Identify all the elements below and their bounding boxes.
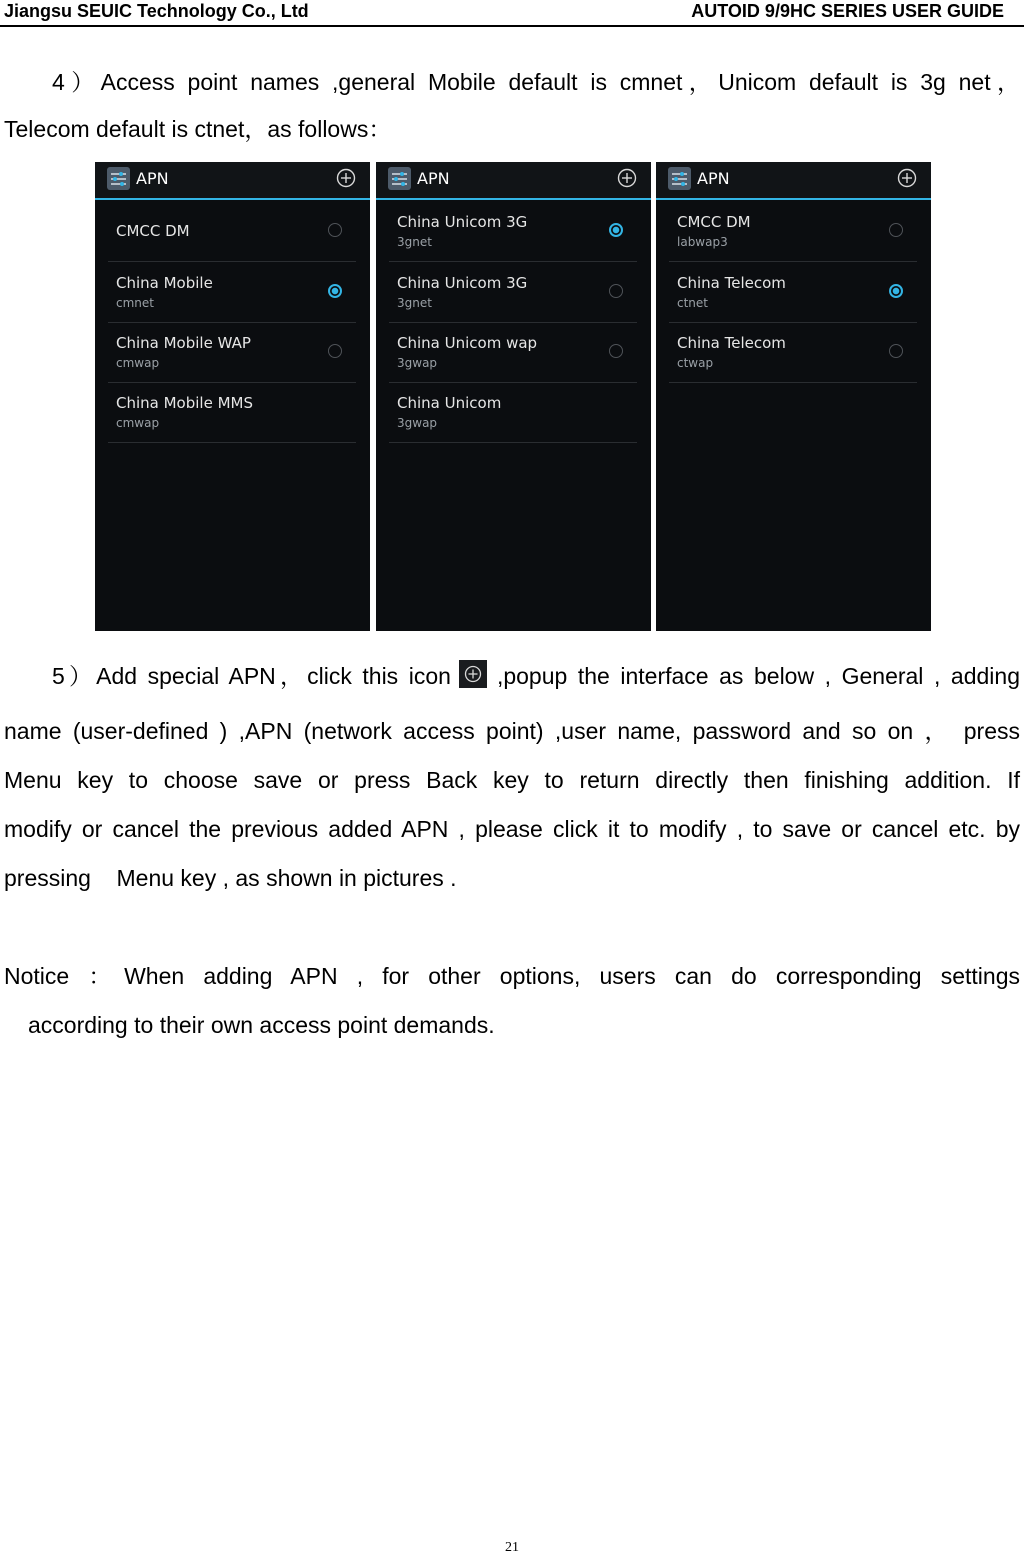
apn-radio-selected[interactable] bbox=[609, 223, 623, 237]
step5-line1-start: 5）Add special APN，click this icon bbox=[52, 663, 451, 689]
apn-list-item[interactable] bbox=[108, 262, 356, 323]
action-bar bbox=[376, 162, 651, 200]
apn-item-name: CMCC DM bbox=[116, 222, 190, 240]
apn-item-value: cmwap bbox=[116, 356, 160, 370]
add-apn-icon[interactable] bbox=[897, 168, 917, 188]
apn-list-item[interactable] bbox=[108, 322, 356, 383]
step5-line1-end: ,popup the interface as below , General , adding bbox=[496, 663, 1020, 689]
apn-list-item[interactable] bbox=[669, 322, 917, 383]
apn-list-item[interactable] bbox=[669, 201, 917, 262]
apn-list-item[interactable] bbox=[389, 201, 637, 262]
apn-item-name: China Unicom 3G bbox=[397, 213, 528, 231]
apn-item-name: China Unicom 3G bbox=[397, 274, 528, 292]
add-apn-icon[interactable] bbox=[336, 168, 356, 188]
page-number: 21 bbox=[505, 1540, 519, 1555]
apn-item-name: China Telecom bbox=[677, 334, 786, 352]
add-apn-icon[interactable] bbox=[617, 168, 637, 188]
apn-list-item[interactable] bbox=[389, 382, 637, 443]
page-header bbox=[0, 0, 1024, 27]
apn-item-name: China Mobile WAP bbox=[116, 334, 251, 352]
apn-item-value: 3gwap bbox=[397, 416, 438, 430]
apn-item-name: China Telecom bbox=[677, 274, 786, 292]
action-bar bbox=[95, 162, 370, 200]
action-bar bbox=[656, 162, 931, 200]
apn-radio[interactable] bbox=[609, 344, 623, 358]
apn-item-value: ctwap bbox=[677, 356, 714, 370]
apn-radio[interactable] bbox=[328, 344, 342, 358]
step5-line1 bbox=[4, 652, 1020, 701]
step4-line2: Telecom default is ctnet，as follows： bbox=[4, 116, 392, 142]
step5-line5: pressing Menu key , as shown in pictures . bbox=[4, 865, 457, 891]
guide-title: AUTOID 9/9HC SERIES USER GUIDE bbox=[691, 1, 1004, 21]
screen-title: APN bbox=[136, 169, 169, 188]
apn-list-item[interactable] bbox=[389, 262, 637, 323]
notice-line2: according to their own access point demands. bbox=[28, 1012, 495, 1038]
apn-item-value: cmwap bbox=[116, 416, 160, 430]
apn-item-value: 3gnet bbox=[397, 296, 432, 310]
screen-title: APN bbox=[417, 169, 450, 188]
step5-line3: Menu key to choose save or press Back key to return directly then finishing addition. If bbox=[4, 767, 1020, 793]
apn-list-item[interactable] bbox=[108, 382, 356, 443]
step5-text bbox=[4, 652, 1020, 903]
apn-item-value: labwap3 bbox=[677, 235, 728, 249]
apn-screen-telecom bbox=[656, 162, 931, 631]
apn-radio[interactable] bbox=[609, 284, 623, 298]
apn-item-name: CMCC DM bbox=[677, 213, 751, 231]
step4-line1: 4）Access point names ,general Mobile default is cmnet，Unicom default is 3g net， bbox=[52, 69, 1020, 95]
settings-app-icon bbox=[388, 167, 411, 190]
settings-app-icon bbox=[107, 167, 130, 190]
apn-screen-unicom bbox=[376, 162, 651, 631]
apn-screen-mobile bbox=[95, 162, 370, 631]
apn-radio[interactable] bbox=[889, 223, 903, 237]
apn-radio[interactable] bbox=[889, 344, 903, 358]
company-name: Jiangsu SEUIC Technology Co., Ltd bbox=[4, 1, 309, 21]
apn-radio-selected[interactable] bbox=[889, 284, 903, 298]
add-apn-inline-icon bbox=[459, 660, 487, 688]
notice-text bbox=[4, 952, 1020, 1050]
step5-line2: name (user-defined ) ,APN (network access point) ,user name, password and so on ， press bbox=[4, 718, 1020, 744]
screen-title: APN bbox=[697, 169, 730, 188]
apn-item-name: China Unicom bbox=[397, 394, 502, 412]
apn-item-value: 3gwap bbox=[397, 356, 438, 370]
step5-line4: modify or cancel the previous added APN , please click it to modify , to save or cancel etc. by bbox=[4, 816, 1020, 842]
settings-app-icon bbox=[668, 167, 691, 190]
apn-list-item[interactable] bbox=[669, 262, 917, 323]
apn-screenshots bbox=[95, 162, 931, 631]
apn-radio-selected[interactable] bbox=[328, 284, 342, 298]
apn-radio[interactable] bbox=[328, 223, 342, 237]
apn-list-item[interactable] bbox=[389, 322, 637, 383]
apn-item-value: cmnet bbox=[116, 296, 154, 310]
notice-line1: Notice ：When adding APN , for other options, users can do corresponding settings bbox=[4, 963, 1020, 989]
step4-text bbox=[4, 58, 1020, 154]
apn-item-name: China Mobile bbox=[116, 274, 213, 292]
apn-list-item[interactable] bbox=[108, 201, 356, 262]
apn-item-name: China Unicom wap bbox=[397, 334, 538, 352]
apn-item-value: 3gnet bbox=[397, 235, 432, 249]
apn-item-name: China Mobile MMS bbox=[116, 394, 253, 412]
apn-item-value: ctnet bbox=[677, 296, 708, 310]
